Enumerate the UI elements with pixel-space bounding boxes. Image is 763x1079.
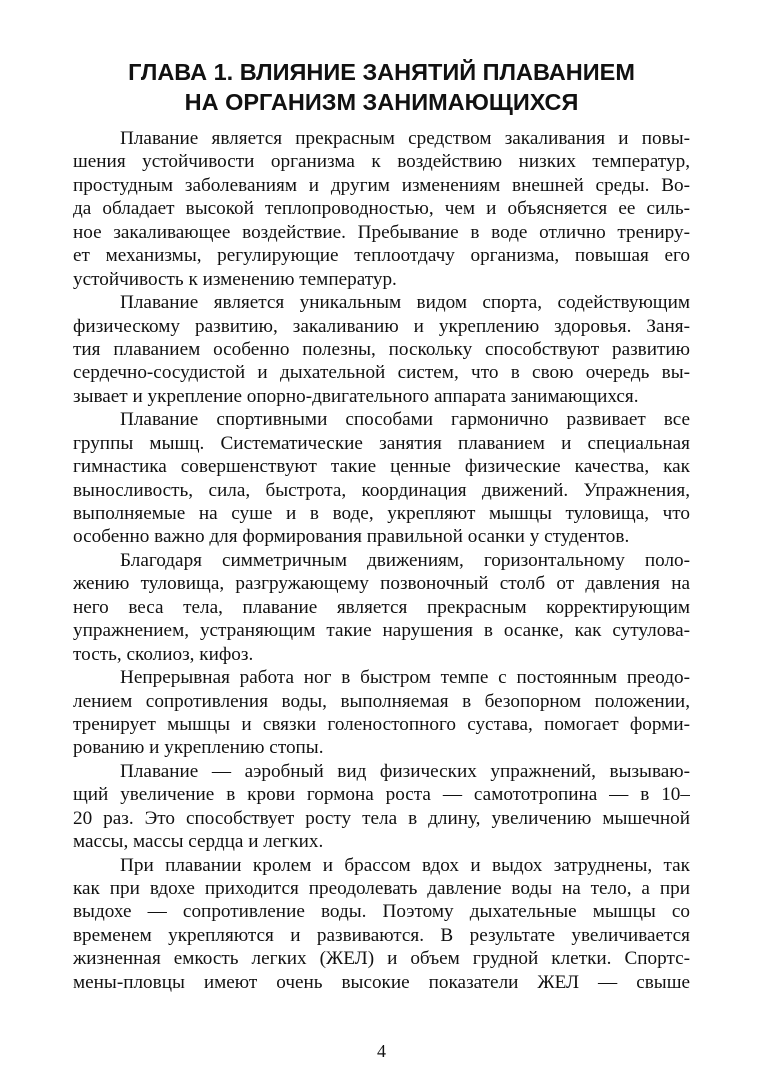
text-line: жению туловища, разгружающему позвоночный столб от давления на <box>73 573 690 595</box>
text-line: устойчивость к изменению температур. <box>73 268 397 290</box>
text-line: щий увеличение в крови гормона роста — самототропина — в 10– <box>73 784 690 806</box>
text-line: ет механизмы, регулирующие теплоотдачу организма, повышая его <box>73 245 690 267</box>
text-line: особенно важно для формирования правильной осанки у студентов. <box>73 526 630 548</box>
text-line: При плавании кролем и брассом вдох и выдох затруднены, так <box>120 854 690 876</box>
paragraph <box>73 127 690 291</box>
text-line: Плавание — аэробный вид физических упражнений, вызываю- <box>120 760 690 782</box>
paragraph <box>73 291 690 408</box>
text-line: Плавание является уникальным видом спорта, содействующим <box>120 292 690 314</box>
text-line: лением сопротивления воды, выполняемая в безопорном положении, <box>73 690 690 712</box>
paragraph <box>73 408 690 549</box>
paragraph <box>73 549 690 666</box>
text-line: выдохе — сопротивление воды. Поэтому дыхательные мышцы со <box>73 901 690 923</box>
text-line: Плавание является прекрасным средством закаливания и повы- <box>120 128 690 149</box>
text-line: упражнением, устраняющим такие нарушения в осанке, как сутулова- <box>73 620 690 642</box>
text-line: него веса тела, плавание является прекрасным корректирующим <box>73 596 690 618</box>
text-line: Плавание спортивными способами гармонично развивает все <box>120 409 690 431</box>
text-line: простудным заболеваниям и другим изменениям внешней среды. Во- <box>73 174 690 196</box>
text-line: мены-пловцы имеют очень высокие показатели ЖЕЛ — свыше <box>73 971 690 993</box>
text-line: как при вдохе приходится преодолевать давление воды на тело, а при <box>73 878 690 899</box>
chapter-title <box>60 57 703 117</box>
text-line: да обладает высокой теплопроводностью, чем и объясняется ее силь- <box>73 198 690 220</box>
text-line: тия плаванием особенно полезны, поскольку способствуют развитию <box>73 338 690 360</box>
text-line: рованию и укреплению стопы. <box>73 737 324 759</box>
paragraph <box>73 854 690 995</box>
text-line: гимнастика совершенствуют такие ценные физические качества, как <box>73 456 690 478</box>
text-line: физическому развитию, закаливанию и укреплению здоровья. Заня- <box>73 315 690 337</box>
body-text <box>73 127 690 994</box>
text-line: Благодаря симметричным движениям, горизонтальному поло- <box>120 549 690 571</box>
text-line: группы мышц. Систематические занятия плаванием и специальная <box>73 432 690 454</box>
text-line: выносливость, сила, быстрота, координация движений. Упражнения, <box>73 479 690 501</box>
text-line: выполняемые на суше и в воде, укрепляют мышцы туловища, что <box>73 503 690 524</box>
text-line: ное закаливающее воздействие. Пребывание в воде отлично трениру- <box>73 221 690 243</box>
text-line: тренирует мышцы и связки голеностопного сустава, помогает форми- <box>73 713 690 735</box>
text-line: Непрерывная работа ног в быстром темпе с постоянным преодо- <box>120 667 690 689</box>
paragraph <box>73 760 690 854</box>
text-line: жизненная емкость легких (ЖЕЛ) и объем грудной клетки. Спортс- <box>73 948 690 970</box>
text-line: зывает и укрепление опорно-двигательного аппарата занимающихся. <box>73 385 639 407</box>
chapter-title-line: НА ОРГАНИЗМ ЗАНИМАЮЩИХСЯ <box>184 89 579 115</box>
text-line: массы, массы сердца и легких. <box>73 831 324 853</box>
chapter-title-line: ГЛАВА 1. ВЛИЯНИЕ ЗАНЯТИЙ ПЛАВАНИЕМ <box>128 59 635 85</box>
text-line: шения устойчивости организма к воздействию низких температур, <box>73 151 690 173</box>
text-line: 20 раз. Это способствует росту тела в длину, увеличению мышечной <box>73 807 690 829</box>
paragraph <box>73 666 690 760</box>
page-number: 4 <box>377 1041 386 1061</box>
text-line: сердечно-сосудистой и дыхательной систем, что в свою очередь вы- <box>73 362 690 384</box>
text-line: временем укрепляются и развиваются. В результате увеличивается <box>73 924 690 946</box>
text-line: тость, сколиоз, кифоз. <box>73 643 254 665</box>
